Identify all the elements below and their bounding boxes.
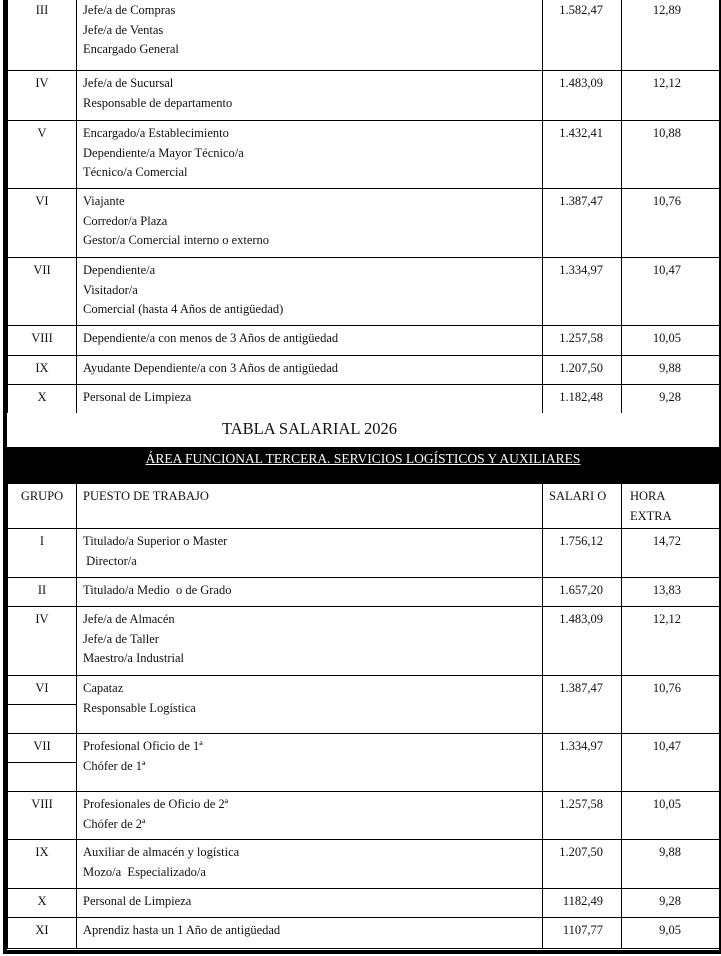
salario-cell: 1107,77 [543,918,622,949]
page-title [3,413,721,447]
puesto-cell [77,792,543,840]
hora-extra-cell: 13,83 [622,578,720,607]
salario-cell: 1.582,47 [543,0,622,71]
hora-extra-cell: 10,76 [622,189,720,258]
puesto-cell [77,734,543,792]
puesto-line: Comercial (hasta 4 Años de antigüedad) [83,302,284,316]
puesto-line: Jefe/a de Taller [83,631,159,646]
salario-cell: 1.657,20 [543,578,622,607]
header-puesto: PUESTO DE TRABAJO [77,484,543,529]
table-row [8,734,720,792]
puesto-line: Maestro/a Industrial [83,651,185,665]
grupo-cell: III [8,0,77,71]
table-row [8,889,720,918]
hora-extra-cell: 12,12 [622,71,720,121]
grupo-cell: IV [8,71,77,121]
grupo-cell: V [8,121,77,189]
puesto-cell [77,529,543,578]
hora-extra-cell: 9,88 [622,356,720,385]
puesto-line: Visitador/a [83,282,138,297]
grupo-cell: IX [8,840,77,889]
salario-cell: 1.334,97 [543,734,622,792]
table-row [8,326,720,356]
table-row [8,578,720,607]
salary-table-previous-area [7,0,720,414]
table-header-row [8,484,720,529]
puesto-line: Jefe/a de Compras [83,3,176,17]
puesto-cell [77,356,543,385]
puesto-cell [77,0,543,71]
grupo-label: VI [35,681,49,695]
salario-cell: 1.334,97 [543,258,622,326]
table-row [8,840,720,889]
grupo-cell: XI [8,918,77,949]
puesto-line: Ayudante Dependiente/a con 3 Años de antigüedad [83,361,339,375]
table-row [8,607,720,676]
puesto-line: Jefe/a de Almacén [83,612,175,626]
salario-cell: 1.756,12 [543,529,622,578]
grupo-cell: X [8,889,77,918]
grupo-cell: IX [8,356,77,385]
puesto-line: Titulado/a Superior o Master [83,534,228,548]
puesto-cell [77,607,543,676]
hora-extra-cell: 9,28 [622,889,720,918]
puesto-cell [77,889,543,918]
salario-cell: 1.182,48 [543,385,622,414]
puesto-line: Dependiente/a [83,263,156,277]
salario-cell: 1.483,09 [543,607,622,676]
salario-cell: 1.257,58 [543,326,622,356]
hora-extra-cell: 10,05 [622,792,720,840]
grupo-cell: VIII [8,792,77,840]
table-row [8,0,720,71]
area-heading-band [3,447,721,483]
puesto-line: Corredor/a Plaza [83,213,168,228]
grupo-cell: VII [8,258,77,326]
table-row [8,356,720,385]
puesto-line: Director/a [83,553,137,568]
puesto-cell [77,258,543,326]
puesto-line: Responsable Logística [83,700,196,715]
puesto-cell [77,71,543,121]
puesto-line: Aprendiz hasta un 1 Año de antigüedad [83,923,281,937]
hora-extra-cell: 9,88 [622,840,720,889]
puesto-line: Gestor/a Comercial interno o externo [83,233,270,247]
hora-extra-cell: 10,88 [622,121,720,189]
table-row [8,676,720,734]
hora-extra-cell: 10,76 [622,676,720,734]
puesto-line: Jefe/a de Sucursal [83,76,174,90]
puesto-line: Personal de Limpieza [83,390,192,404]
puesto-line: Auxiliar de almacén y logística [83,845,240,859]
grupo-cell: VIII [8,326,77,356]
area-heading: ÁREA FUNCIONAL TERCERA. SERVICIOS LOGÍSTICOS Y AUXILIARES [145,451,581,466]
salario-cell: 1.387,47 [543,676,622,734]
table-row [8,529,720,578]
salario-cell: 1.207,50 [543,356,622,385]
grupo-cell [8,676,77,734]
grupo-cell [8,734,77,792]
hora-extra-cell: 12,12 [622,607,720,676]
table-row [8,189,720,258]
puesto-cell [77,121,543,189]
grupo-cell: X [8,385,77,414]
table-row [8,385,720,414]
grupo-cell: IV [8,607,77,676]
salario-cell: 1.483,09 [543,71,622,121]
table-row [8,71,720,121]
grupo-cell: II [8,578,77,607]
puesto-cell [77,326,543,356]
header-hora-extra: HORA EXTRA [622,484,720,529]
salario-cell: 1.207,50 [543,840,622,889]
puesto-cell [77,385,543,414]
salary-table-area-tercera [7,483,720,949]
puesto-cell [77,676,543,734]
grupo-cell: VI [8,189,77,258]
puesto-cell [77,918,543,949]
hora-extra-cell: 9,28 [622,385,720,414]
puesto-line: Titulado/a Medio o de Grado [83,583,232,597]
grupo-label: VII [33,739,51,753]
grupo-cell: I [8,529,77,578]
puesto-cell [77,189,543,258]
puesto-line: Técnico/a Comercial [83,165,188,179]
title-text: TABLA SALARIAL 2026 [222,419,397,438]
puesto-line: Mozo/a Especializado/a [83,864,206,879]
hora-extra-cell: 10,47 [622,258,720,326]
puesto-line: Profesionales de Oficio de 2ª [83,797,229,811]
puesto-line: Encargado/a Establecimiento [83,126,229,140]
puesto-line: Viajante [83,194,125,208]
header-grupo: GRUPO [8,484,77,529]
puesto-line: Chófer de 1ª [83,758,146,773]
hora-extra-cell: 10,47 [622,734,720,792]
table-row [8,121,720,189]
puesto-cell [77,578,543,607]
salario-cell: 1182,49 [543,889,622,918]
hora-extra-cell: 10,05 [622,326,720,356]
puesto-line: Encargado General [83,42,179,56]
hora-extra-cell: 14,72 [622,529,720,578]
table-row [8,258,720,326]
table-row [8,918,720,949]
salario-cell: 1.432,41 [543,121,622,189]
table-row [8,792,720,840]
puesto-line: Dependiente/a con menos de 3 Años de antigüedad [83,331,339,345]
hora-extra-cell: 9,05 [622,918,720,949]
salario-cell: 1.257,58 [543,792,622,840]
puesto-line: Responsable de departamento [83,95,233,110]
puesto-line: Profesional Oficio de 1ª [83,739,203,753]
puesto-line: Dependiente/a Mayor Técnico/a [83,145,244,160]
hora-extra-cell: 12,89 [622,0,720,71]
cell-divider [8,762,76,763]
header-salario: SALARI O [543,484,622,529]
salario-cell: 1.387,47 [543,189,622,258]
cell-divider [8,704,76,705]
puesto-line: Capataz [83,681,124,695]
puesto-cell [77,840,543,889]
puesto-line: Jefe/a de Ventas [83,22,164,37]
puesto-line: Chófer de 2ª [83,816,146,831]
puesto-line: Personal de Limpieza [83,894,192,908]
